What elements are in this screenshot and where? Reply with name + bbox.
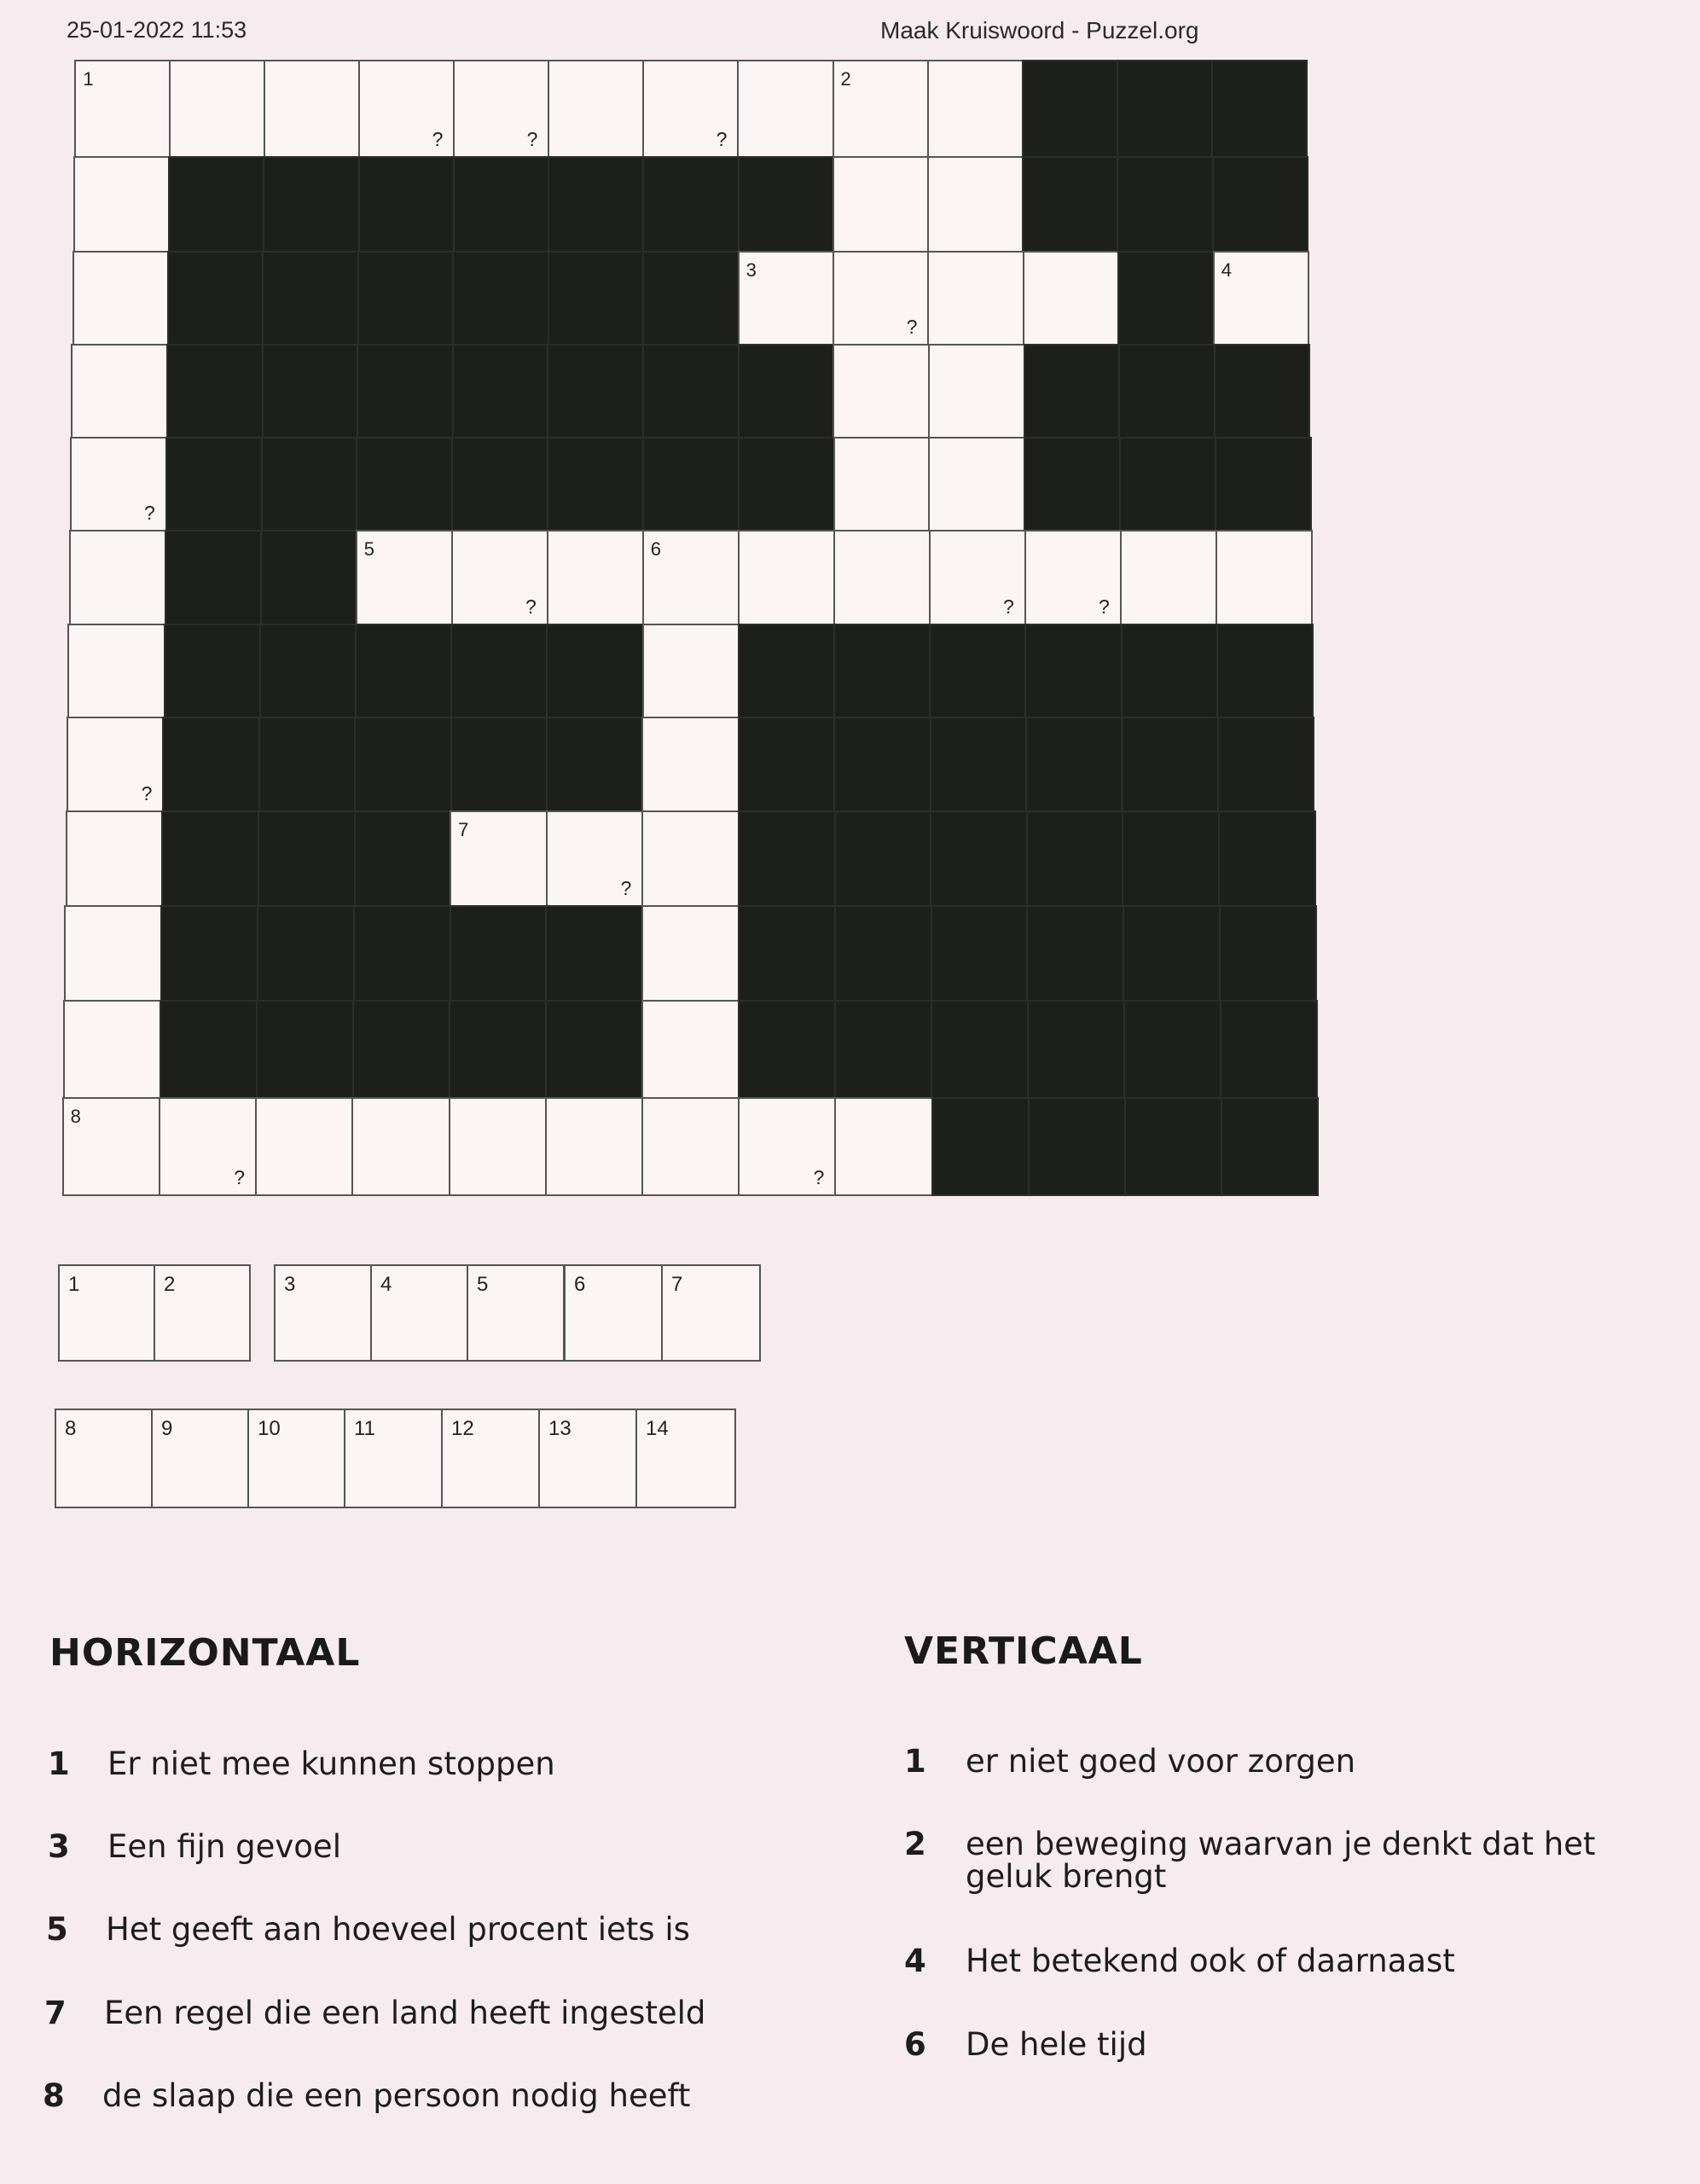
grid-cell-blocked — [166, 344, 264, 439]
clue-text: er niet goed voor zorgen — [966, 1743, 1356, 1780]
grid-cell[interactable] — [928, 344, 1025, 439]
grid-cell-blocked — [738, 717, 835, 812]
clue-text: Een fijn gevoel — [107, 1828, 341, 1865]
grid-cell-blocked — [1022, 60, 1118, 158]
grid-cell[interactable] — [642, 530, 740, 625]
grid-cell[interactable] — [451, 530, 548, 625]
grid-cell[interactable] — [358, 60, 455, 158]
solution-box-number: 6 — [574, 1273, 586, 1296]
grid-cell[interactable] — [547, 530, 644, 625]
solution-box-number: 4 — [380, 1273, 392, 1296]
horizontaal-heading: HORIZONTAAL — [49, 1631, 361, 1675]
grid-cell[interactable] — [67, 624, 165, 718]
grid-cell-blocked — [1219, 905, 1317, 1002]
grid-cell-blocked — [1027, 1000, 1125, 1099]
solution-box[interactable] — [58, 1264, 155, 1362]
grid-cell-blocked — [168, 156, 264, 253]
clue-item — [44, 1995, 795, 2033]
clue-number: 3 — [48, 1828, 70, 1865]
clue-text: De hele tijd — [966, 2026, 1147, 2063]
grid-cell-blocked — [929, 624, 1026, 718]
grid-cell-blocked — [450, 905, 548, 1002]
grid-cell-blocked — [548, 156, 644, 253]
grid-cell-blocked — [1221, 1097, 1319, 1196]
grid-cell[interactable] — [255, 1097, 353, 1196]
grid-cell-blocked — [1123, 905, 1221, 1002]
clue-item — [904, 1744, 1655, 1781]
grid-cell-blocked — [261, 437, 358, 531]
grid-cell-blocked — [547, 344, 644, 439]
clue-number: 2 — [904, 1826, 926, 1862]
question-mark: ? — [234, 1166, 246, 1188]
clue-text: Er niet mee kunnen stoppen — [107, 1745, 555, 1782]
grid-cell-blocked — [738, 156, 834, 253]
grid-cell-blocked — [449, 1000, 547, 1099]
clue-item — [48, 1746, 798, 1784]
solution-box[interactable] — [564, 1264, 663, 1362]
grid-cell-blocked — [1022, 156, 1118, 253]
grid-cell-blocked — [1118, 344, 1216, 439]
grid-cell-blocked — [160, 905, 258, 1002]
solution-box-number: 1 — [68, 1273, 80, 1296]
grid-cell-blocked — [930, 717, 1027, 812]
grid-cell-blocked — [262, 251, 358, 346]
grid-cell[interactable] — [834, 1097, 932, 1196]
question-mark: ? — [620, 877, 632, 899]
clue-start-number: 6 — [650, 538, 662, 560]
question-mark: ? — [525, 595, 537, 618]
grid-cell-blocked — [1217, 717, 1314, 812]
clue-text: een beweging waarvan je denkt dat het — [966, 1826, 1596, 1862]
clue-item — [48, 1829, 798, 1867]
clue-start-number: 2 — [840, 68, 851, 90]
grid-cell[interactable] — [927, 156, 1024, 253]
solution-box-number: 14 — [646, 1417, 669, 1440]
solution-box[interactable] — [344, 1409, 443, 1508]
grid-cell[interactable] — [351, 1097, 450, 1196]
grid-cell-blocked — [258, 810, 356, 907]
grid-cell-blocked — [452, 344, 549, 439]
grid-cell-blocked — [356, 437, 453, 531]
grid-cell[interactable] — [67, 717, 164, 812]
grid-cell-blocked — [1117, 251, 1214, 346]
grid-cell-blocked — [1024, 437, 1121, 531]
clue-start-number: 1 — [83, 68, 94, 90]
grid-cell[interactable] — [69, 530, 166, 625]
grid-cell-blocked — [161, 810, 259, 907]
grid-cell-blocked — [452, 251, 548, 346]
grid-cell-blocked — [352, 1000, 450, 1099]
grid-cell-blocked — [262, 344, 359, 439]
grid-cell[interactable] — [833, 251, 929, 346]
clue-text: Het betekend ook of daarnaast — [966, 1943, 1455, 1979]
solution-box-number: 10 — [258, 1417, 281, 1440]
clue-start-number: 8 — [70, 1106, 81, 1127]
clue-number: 7 — [44, 1995, 67, 2031]
question-mark: ? — [526, 128, 538, 150]
clue-number: 6 — [904, 2026, 926, 2063]
grid-cell-blocked — [931, 905, 1029, 1002]
grid-cell-blocked — [1026, 810, 1124, 907]
solution-box-number: 2 — [164, 1273, 176, 1296]
grid-cell-blocked — [834, 1000, 932, 1099]
solution-box[interactable] — [274, 1264, 372, 1362]
grid-cell-blocked — [354, 810, 452, 907]
solution-box-number: 5 — [477, 1273, 489, 1296]
grid-cell[interactable] — [928, 437, 1025, 531]
grid-cell-blocked — [930, 810, 1028, 907]
grid-cell[interactable] — [833, 344, 930, 439]
grid-cell-blocked — [353, 905, 451, 1002]
grid-cell-blocked — [263, 156, 359, 253]
clue-start-number: 4 — [1221, 259, 1232, 281]
grid-cell-blocked — [1028, 1097, 1126, 1196]
solution-box-number: 3 — [284, 1273, 296, 1296]
grid-cell[interactable] — [1023, 251, 1119, 346]
solution-box-number: 12 — [451, 1417, 474, 1440]
grid-cell[interactable] — [641, 1097, 740, 1196]
grid-cell-blocked — [738, 905, 836, 1002]
clue-number: 8 — [43, 2077, 65, 2114]
grid-cell-blocked — [642, 251, 739, 346]
solution-box-number: 13 — [548, 1417, 572, 1440]
grid-cell[interactable] — [1213, 251, 1309, 346]
grid-cell-blocked — [545, 1000, 643, 1099]
clue-text: Een regel die een land heeft ingesteld — [104, 1995, 706, 2031]
solution-box[interactable] — [55, 1409, 153, 1508]
grid-cell[interactable] — [74, 60, 171, 158]
grid-cell-blocked — [1024, 344, 1121, 439]
grid-cell-blocked — [1026, 905, 1124, 1002]
grid-cell-blocked — [358, 156, 455, 253]
question-mark: ? — [1002, 595, 1014, 618]
grid-cell[interactable] — [64, 905, 162, 1002]
grid-cell-blocked — [546, 717, 643, 812]
grid-cell[interactable] — [929, 530, 1026, 625]
clue-number: 1 — [48, 1745, 70, 1782]
grid-cell-blocked — [355, 624, 452, 718]
clue-text: Het geeft aan hoeveel procent iets is — [106, 1911, 690, 1948]
grid-cell[interactable] — [66, 810, 164, 907]
grid-cell-blocked — [545, 905, 643, 1002]
grid-cell-blocked — [1024, 624, 1122, 718]
grid-cell-blocked — [642, 156, 739, 253]
clue-number: 1 — [904, 1743, 926, 1780]
grid-cell[interactable] — [738, 1097, 836, 1196]
solution-box-number: 7 — [671, 1273, 683, 1296]
grid-cell[interactable] — [641, 905, 740, 1002]
grid-cell-blocked — [738, 437, 835, 531]
grid-cell[interactable] — [264, 60, 360, 158]
solution-box[interactable] — [635, 1409, 736, 1508]
grid-cell-blocked — [1215, 437, 1312, 531]
grid-cell[interactable] — [450, 810, 548, 907]
grid-cell[interactable] — [642, 60, 739, 158]
grid-cell-blocked — [931, 1000, 1029, 1099]
grid-cell[interactable] — [833, 60, 929, 158]
grid-cell-blocked — [834, 905, 932, 1002]
grid-cell[interactable] — [1216, 530, 1313, 625]
solution-box-number: 11 — [354, 1417, 375, 1440]
solution-box[interactable] — [467, 1264, 565, 1362]
solution-box[interactable] — [441, 1409, 540, 1508]
grid-cell[interactable] — [738, 530, 835, 625]
grid-cell[interactable] — [63, 1000, 161, 1099]
grid-cell-blocked — [738, 344, 835, 439]
grid-cell-blocked — [738, 1000, 836, 1099]
verticaal-heading: VERTICAAL — [904, 1629, 1143, 1673]
clue-item — [904, 2027, 1655, 2065]
grid-cell-blocked — [834, 810, 932, 907]
grid-cell[interactable] — [453, 60, 549, 158]
grid-cell[interactable] — [927, 60, 1024, 158]
clue-item — [43, 2078, 793, 2116]
grid-cell[interactable] — [548, 60, 644, 158]
grid-cell-blocked — [259, 624, 357, 718]
grid-cell-blocked — [357, 251, 454, 346]
grid-cell-blocked — [547, 437, 644, 531]
grid-cell[interactable] — [159, 1097, 257, 1196]
grid-cell[interactable] — [1024, 530, 1122, 625]
site-title: Maak Kruiswoord - Puzzel.org — [880, 17, 1199, 44]
grid-cell-blocked — [833, 624, 931, 718]
grid-cell[interactable] — [62, 1097, 160, 1196]
solution-box-number: 9 — [161, 1417, 173, 1440]
grid-cell-blocked — [642, 344, 740, 439]
grid-cell-blocked — [453, 156, 549, 253]
grid-cell-blocked — [1122, 717, 1219, 812]
grid-cell[interactable] — [641, 810, 740, 907]
solution-box-number: 8 — [65, 1417, 77, 1440]
grid-cell[interactable] — [356, 530, 453, 625]
grid-cell-blocked — [1117, 156, 1213, 253]
grid-cell[interactable] — [1120, 530, 1217, 625]
grid-cell-blocked — [164, 624, 261, 718]
solution-box[interactable] — [538, 1409, 637, 1508]
grid-cell-blocked — [1216, 624, 1314, 718]
grid-cell-blocked — [450, 717, 548, 812]
grid-cell-blocked — [1121, 624, 1218, 718]
grid-cell[interactable] — [833, 530, 931, 625]
question-mark: ? — [1099, 595, 1110, 618]
grid-cell[interactable] — [71, 344, 168, 439]
grid-cell[interactable] — [169, 60, 265, 158]
clue-item — [904, 1943, 1655, 1981]
question-mark: ? — [716, 128, 728, 150]
grid-cell-blocked — [1122, 810, 1220, 907]
grid-cell-blocked — [1214, 344, 1311, 439]
grid-cell-blocked — [260, 530, 357, 625]
grid-cell-blocked — [1123, 1000, 1221, 1099]
grid-cell-blocked — [160, 1000, 258, 1099]
grid-cell[interactable] — [70, 437, 167, 531]
grid-cell-blocked — [738, 624, 835, 718]
grid-cell[interactable] — [545, 1097, 643, 1196]
question-mark: ? — [144, 502, 155, 524]
grid-cell[interactable] — [737, 60, 833, 158]
grid-cell-blocked — [1212, 156, 1308, 253]
grid-cell-blocked — [162, 717, 259, 812]
grid-cell-blocked — [1124, 1097, 1222, 1196]
grid-cell[interactable] — [641, 1000, 740, 1099]
clue-item — [46, 1912, 797, 1949]
question-mark: ? — [432, 128, 444, 150]
grid-cell-blocked — [642, 437, 740, 531]
grid-cell-blocked — [357, 344, 454, 439]
print-timestamp: 25-01-2022 11:53 — [67, 17, 247, 43]
grid-cell-blocked — [548, 251, 644, 346]
grid-cell-blocked — [738, 810, 836, 907]
clue-start-number: 5 — [363, 538, 374, 560]
grid-cell[interactable] — [73, 156, 170, 253]
grid-cell[interactable] — [738, 251, 834, 346]
grid-cell-blocked — [546, 624, 643, 718]
clue-item — [904, 1827, 1655, 1900]
grid-cell-blocked — [258, 717, 356, 812]
grid-cell-blocked — [165, 530, 262, 625]
grid-cell-blocked — [1211, 60, 1308, 158]
grid-cell-blocked — [451, 437, 548, 531]
clue-number: 4 — [904, 1943, 926, 1979]
grid-cell-blocked — [450, 624, 548, 718]
question-mark: ? — [141, 782, 153, 804]
clue-text: de slaap die een persoon nodig heeft — [102, 2077, 691, 2114]
grid-cell[interactable] — [449, 1097, 547, 1196]
grid-cell-blocked — [931, 1097, 1030, 1196]
grid-cell-blocked — [1220, 1000, 1318, 1099]
grid-cell-blocked — [167, 251, 264, 346]
grid-cell-blocked — [354, 717, 451, 812]
grid-cell[interactable] — [833, 437, 931, 531]
solution-box[interactable] — [370, 1264, 468, 1362]
question-mark: ? — [813, 1166, 825, 1188]
grid-cell[interactable] — [546, 810, 644, 907]
grid-cell-blocked — [833, 717, 931, 812]
solution-box[interactable] — [661, 1264, 761, 1362]
solution-box[interactable] — [154, 1264, 251, 1362]
grid-cell[interactable] — [833, 156, 929, 253]
grid-cell[interactable] — [641, 717, 739, 812]
grid-cell[interactable] — [642, 624, 740, 718]
clue-number: 5 — [46, 1911, 68, 1948]
clue-start-number: 3 — [746, 259, 757, 281]
grid-cell-blocked — [1117, 60, 1213, 158]
clue-start-number: 7 — [458, 819, 469, 840]
grid-cell-blocked — [1218, 810, 1316, 907]
solution-box[interactable] — [151, 1409, 249, 1508]
grid-cell-blocked — [1025, 717, 1123, 812]
grid-cell-blocked — [257, 905, 355, 1002]
grid-cell[interactable] — [73, 251, 169, 346]
grid-cell-blocked — [165, 437, 263, 531]
grid-cell-blocked — [1119, 437, 1216, 531]
clue-text-continued: geluk brengt — [966, 1858, 1167, 1895]
question-mark: ? — [906, 316, 918, 338]
solution-box[interactable] — [247, 1409, 345, 1508]
grid-cell[interactable] — [927, 251, 1024, 346]
grid-cell-blocked — [256, 1000, 354, 1099]
